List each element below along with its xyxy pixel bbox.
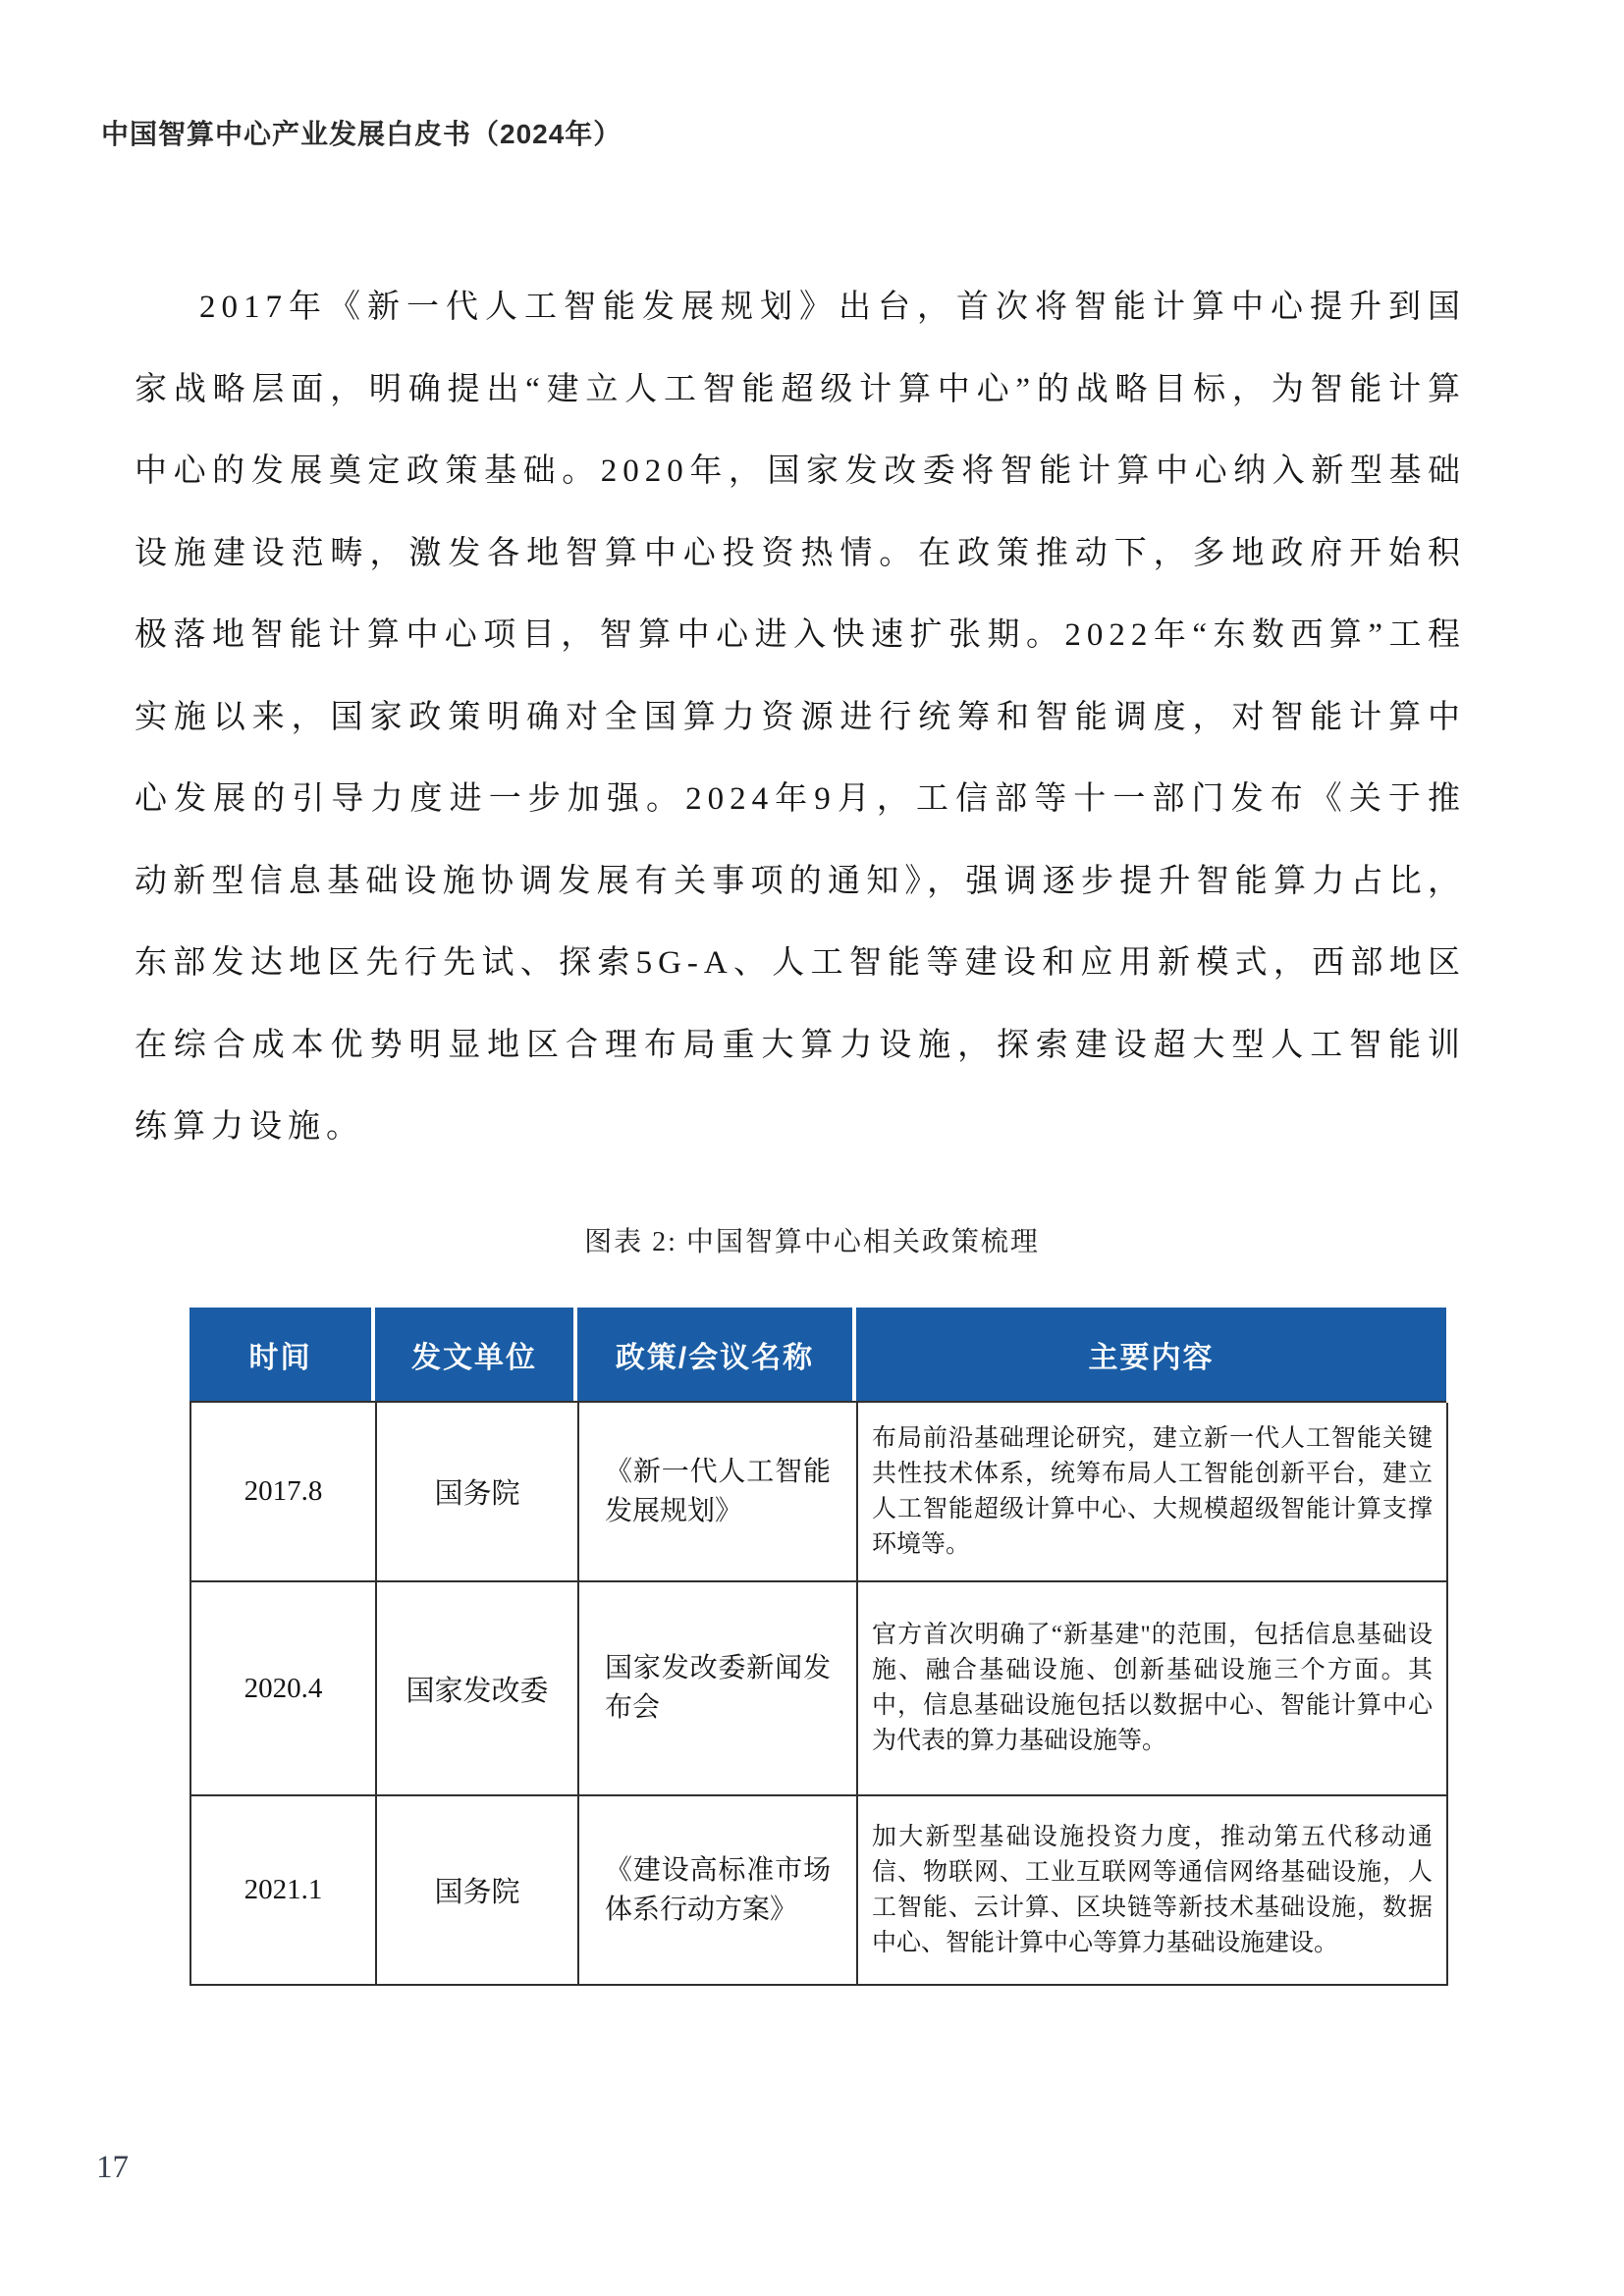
doc-title: 中国智算中心产业发展白皮书（2024年） xyxy=(101,119,623,149)
row0-content-cell xyxy=(858,1403,1448,1582)
row2-content-text: 加大新型基础设施投资力度，推动第五代移动通信、物联网、工业互联网等通信网络基础设施，人工智能、云计算、区块链等新技术基础设施，数据中心、智能计算中心等算力基础设施建设。 xyxy=(872,1823,1433,1956)
table-header-row xyxy=(189,1308,1446,1401)
row1-issuer-cell: 国家发改委 xyxy=(377,1582,579,1796)
row1-content-text: 官方首次明确了“新基建"的范围，包括信息基础设施、融合基础设施、创新基础设施三个方面。其中，信息基础设施包括以数据中心、智能计算中心为代表的算力基础设施等。 xyxy=(872,1622,1433,1754)
row1-time-cell: 2020.4 xyxy=(191,1582,377,1796)
row2-issuer-cell: 国务院 xyxy=(377,1796,579,1986)
policy-table xyxy=(189,1308,1446,1986)
row0-issuer-cell: 国务院 xyxy=(377,1403,579,1582)
row0-policy-cell xyxy=(579,1403,858,1582)
body-paragraph: 2017年《新一代人工智能发展规划》出台，首次将智能计算中心提升到国家战略层面，明确提出“建立人工智能超级计算中心”的战略目标，为智能计算中心的发展奠定政策基础。2020年，国家发改委将智能计算中心纳入新型基础设施建设范畴，激发各地智算中心投资热情。在政策推动下，多地政府开始积极落地智能计算中心项目，智算中心进入快速扩张期。2022年“东数西算”工程实施以来，国家政策明确对全国算力资源进行统筹和智能调度，对智能计算中心发展的引导力度进一步加强。2024年9月，工信部等十一部门发布《关于推动新型信息基础设施协调发展有关事项的通知》，强调逐步提升智能算力占比，东部发达地区先行先试、探索5G-A、人工智能等建设和应用新模式，西部地区在综合成本优势明显地区合理布局重大算力设施，探索建设超大型人工智能训练算力设施。 xyxy=(135,290,1466,1145)
row0-policy-text: 《新一代人工智能发展规划》 xyxy=(605,1456,831,1526)
row0-content-text: 布局前沿基础理论研究，建立新一代人工智能关键共性技术体系，统筹布局人工智能创新平台，建立人工智能超级计算中心、大规模超级智能计算支撑环境等。 xyxy=(872,1424,1433,1558)
row2-policy-cell xyxy=(579,1796,858,1986)
table-body xyxy=(189,1401,1446,1986)
row2-time-cell: 2021.1 xyxy=(191,1796,377,1986)
row0-time-cell: 2017.8 xyxy=(191,1403,377,1582)
column-header-time: 时间 xyxy=(189,1308,375,1401)
page-number: 17 xyxy=(96,2150,129,2185)
row2-policy-text: 《建设高标准市场体系行动方案》 xyxy=(605,1854,831,1925)
row2-content-cell xyxy=(858,1796,1448,1986)
figure-caption: 图表 2: 中国智算中心相关政策梳理 xyxy=(584,1227,1040,1257)
row1-policy-cell xyxy=(579,1582,858,1796)
column-header-issuer: 发文单位 xyxy=(375,1308,577,1401)
row1-policy-text: 国家发改委新闻发布会 xyxy=(605,1653,831,1723)
row1-content-cell xyxy=(858,1582,1448,1796)
column-header-content: 主要内容 xyxy=(1088,1341,1215,1374)
column-header-policy: 政策/会议名称 xyxy=(577,1308,856,1401)
